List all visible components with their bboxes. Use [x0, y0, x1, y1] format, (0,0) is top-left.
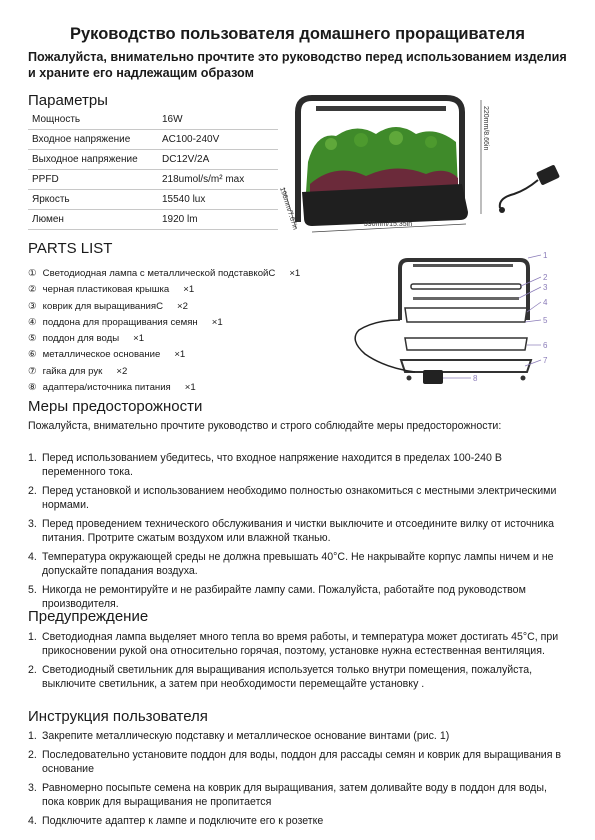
precautions-heading: Меры предосторожности: [28, 398, 203, 415]
list-item: [28, 550, 563, 578]
item-number: 2.: [28, 485, 37, 497]
part-name: Светодиодная лампа с металлической подставкойС: [42, 268, 276, 279]
part-qty: ×1: [211, 316, 223, 328]
instructions-list: [28, 729, 563, 833]
part-qty: ×1: [183, 284, 195, 296]
part-qty: ×1: [133, 333, 145, 345]
params-heading: Параметры: [28, 92, 108, 109]
callout-4: 4: [543, 298, 548, 307]
height-dimension-label: 220mm/8.66in: [482, 106, 489, 151]
params-row: [28, 170, 278, 190]
part-name: поддона для проращивания семян: [42, 316, 198, 328]
list-item: [28, 814, 563, 828]
list-item: [28, 484, 563, 512]
params-row: [28, 190, 278, 210]
item-text: Подключите адаптер к лампе и подключите его к розетке: [42, 815, 324, 827]
callout-2: 2: [543, 273, 548, 282]
item-text: Перед использованием убедитесь, что входное напряжение находится в пределах 100-240 В переменного тока.: [42, 452, 502, 478]
item-text: Равномерно посыпьте семена на коврик для выращивания, затем доливайте воду в поддон для воды, пока коврик для выращивания не пропитается: [42, 782, 547, 808]
list-item: [28, 331, 300, 347]
part-name: черная пластиковая крышка: [42, 284, 170, 296]
list-item: [28, 748, 563, 776]
list-item: [28, 517, 563, 545]
callout-7: 7: [543, 356, 548, 365]
callout-3: 3: [543, 283, 548, 292]
list-item: [28, 729, 563, 743]
callout-6: 6: [543, 341, 548, 350]
warning-list: [28, 630, 563, 696]
list-item: [28, 630, 563, 658]
item-text: Последовательно установите поддон для воды, поддон для рассады семян и коврик для выращивания в основание: [42, 749, 562, 775]
part-name: адаптера/источника питания: [42, 382, 171, 394]
list-item: [28, 663, 563, 691]
param-value: 1920 lm: [158, 210, 278, 230]
exploded-parts-diagram: [345, 250, 555, 390]
params-row: [28, 150, 278, 170]
param-label: Яркость: [28, 190, 158, 210]
part-number: ⑦: [28, 365, 37, 377]
item-number: 4.: [28, 815, 37, 827]
part-number: ③: [28, 300, 37, 312]
part-number: ⑥: [28, 349, 37, 361]
part-name: коврик для выращиванияС: [42, 300, 164, 312]
list-item: [28, 266, 300, 282]
param-value: 15540 lux: [158, 190, 278, 210]
params-row: [28, 130, 278, 150]
item-number: 4.: [28, 551, 37, 563]
callout-5: 5: [543, 316, 548, 325]
part-qty: ×1: [184, 382, 196, 394]
list-item: [28, 380, 300, 396]
item-number: 3.: [28, 518, 37, 530]
item-text: Светодиодная лампа выделяет много тепла во время работы, и температура может достигать 45°C, при прикосновении рукой она относительно горячая, поэтому, установке нужна естественная вентиляция.: [42, 631, 559, 657]
item-number: 1.: [28, 452, 37, 464]
params-table: [28, 110, 278, 230]
item-text: Перед установкой и использованием необходимо полностью ознакомиться с местными электрическими нормами.: [42, 485, 557, 511]
item-text: Температура окружающей среды не должна превышать 40°C. Не накрывайте корпус лампы ничем и не допускайте попадания воздуха.: [42, 551, 554, 577]
item-text: Закрепите металлическую подставку и металлическое основание винтами (рис. 1): [42, 730, 450, 742]
part-name: гайка для рук: [42, 365, 103, 377]
item-text: Никогда не ремонтируйте и не разбирайте лампу сами. Пожалуйста, работайте под руководством производителя.: [42, 584, 526, 610]
part-name: металлическое основание: [42, 349, 161, 361]
warning-heading: Предупреждение: [28, 608, 149, 625]
item-text: Светодиодный светильник для выращивания используется только внутри помещения, пожалуйста, выключите светильник, а затем при необходимости перемещайте установку .: [42, 664, 533, 690]
param-value: 218umol/s/m² max: [158, 170, 278, 190]
list-item: [28, 364, 300, 380]
part-qty: ×2: [177, 300, 188, 312]
callout-1: 1: [543, 251, 548, 260]
part-number: ⑤: [28, 333, 37, 345]
list-item: [28, 781, 563, 809]
param-label: Люмен: [28, 210, 158, 230]
param-label: Выходное напряжение: [28, 150, 158, 170]
part-qty: ×1: [174, 349, 186, 361]
item-number: 3.: [28, 782, 37, 794]
width-dimension-label: 390mm/15.35in: [363, 221, 413, 228]
product-illustration: [276, 92, 576, 242]
item-number: 2.: [28, 664, 37, 676]
list-item: [28, 583, 563, 611]
part-qty: ×1: [289, 268, 301, 279]
item-number: 1.: [28, 631, 37, 643]
precautions-list: [28, 451, 563, 616]
param-value: DC12V/2A: [158, 150, 278, 170]
part-number: ⑧: [28, 382, 37, 394]
param-label: PPFD: [28, 170, 158, 190]
parts-heading: PARTS LIST: [28, 240, 113, 257]
part-number: ②: [28, 284, 37, 296]
depth-dimension-label: 196mm/7.67in: [278, 186, 299, 231]
list-item: [28, 299, 300, 315]
param-value: AC100-240V: [158, 130, 278, 150]
list-item: [28, 282, 300, 298]
list-item: [28, 315, 300, 331]
part-qty: ×2: [116, 365, 128, 377]
page-title: Руководство пользователя домашнего проращивателя: [70, 25, 525, 43]
params-row: [28, 110, 278, 130]
item-text: Перед проведением технического обслуживания и чистки выключите и отсоедините вилку от источника питания. Протрите сжатым воздухом или влажной тканью.: [42, 518, 555, 544]
parts-list: [28, 266, 300, 396]
part-number: ④: [28, 316, 37, 328]
list-item: [28, 347, 300, 363]
params-row: [28, 210, 278, 230]
page-subtitle: Пожалуйста, внимательно прочтите это руководство перед использованием изделия и храните его надлежащим образом: [28, 50, 567, 80]
param-label: Входное напряжение: [28, 130, 158, 150]
item-number: 5.: [28, 584, 37, 596]
part-name: поддон для воды: [42, 333, 120, 345]
param-value: 16W: [158, 110, 278, 130]
item-number: 2.: [28, 749, 37, 761]
precautions-intro: Пожалуйста, внимательно прочтите руководство и строго соблюдайте меры предосторожности:: [28, 420, 502, 432]
part-number: ①: [28, 268, 37, 279]
list-item: [28, 451, 563, 479]
callout-8: 8: [473, 374, 478, 383]
instructions-heading: Инструкция пользователя: [28, 708, 208, 725]
item-number: 1.: [28, 730, 37, 742]
param-label: Мощность: [28, 110, 158, 130]
